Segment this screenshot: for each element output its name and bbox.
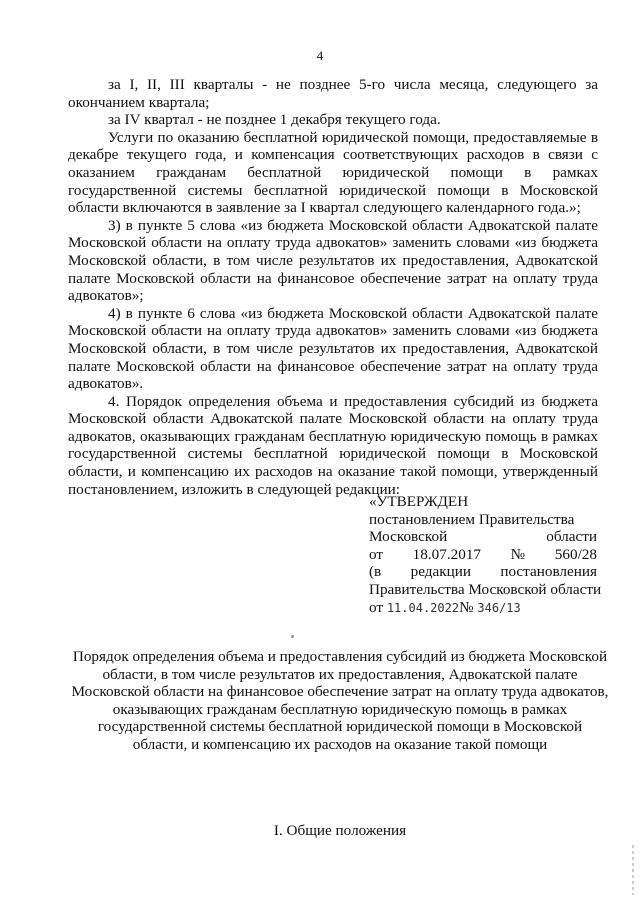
approval-line [369, 563, 597, 581]
approval-word: от [369, 545, 384, 563]
approval-word: Московской [369, 528, 448, 546]
page-number: 4 [316, 48, 324, 63]
approval-line [369, 528, 597, 546]
amendment-date: 11.04.2022 [386, 600, 460, 615]
approval-word: области [546, 528, 597, 546]
approval-date: 18.07.2017 [412, 545, 482, 563]
amendment-number: 346/13 [477, 600, 521, 615]
approval-date-line [369, 546, 597, 564]
approval-word: от [369, 598, 384, 616]
paragraph: 4. Порядок определения объема и предоставления субсидий из бюджета Московской области Адвокатской палате Московской области на оплату труда адвокатов, оказывающих гражданам бесплатную юридическую помощь в рамках государственной системы бесплатной юридической помощи в Московской области, и компенсацию их расходов на оказание такой помощи, утвержденный постановлением, изложить в следующей редакции: [68, 392, 598, 498]
document-title: Порядок определения объема и предоставления субсидий из бюджета Московской области, в том числе результатов их предоставления, Адвокатской палате Московской области на финансовое обеспечение затрат на оплату труда адвокатов, оказывающих гражданам бесплатную юридическую помощь в рамках государственной системы бесплатной юридической помощи в Московской области, и компенсацию их расходов на оказание такой помощи [71, 648, 609, 753]
approval-word: № [459, 598, 474, 616]
approval-word: № [510, 545, 526, 563]
approval-stamp [369, 493, 602, 617]
paragraph: за IV квартал - не позднее 1 декабря текущего года. [108, 111, 441, 129]
section-heading: I. Общие положения [273, 822, 407, 839]
approval-number: 560/28 [554, 545, 597, 563]
scan-edge-mark [632, 845, 634, 895]
paragraph: Услуги по оказанию бесплатной юридической помощи, предоставляемые в декабре текущего года, и компенсация соответствующих расходов в связи с оказанием гражданам бесплатной юридической помощи в рамках государственной системы бесплатной юридической помощи в Московской области включаются в заявление за I квартал следующего календарного года.»; [68, 128, 598, 217]
approval-heading: «УТВЕРЖДЕН [369, 493, 469, 510]
approval-word: (в [369, 563, 382, 581]
approval-line: постановлением Правительства [369, 510, 575, 528]
paragraph: за I, II, III кварталы - не позднее 5-го числа месяца, следующего за окончанием квартала; [68, 76, 598, 111]
approval-amendment-line [369, 599, 597, 618]
approval-word: постановления [500, 563, 597, 581]
paragraph: 3) в пункте 5 слова «из бюджета Московской области Адвокатской палате Московской области на оплату труда адвокатов» заменить словами «из бюджета Московской области, в том числе результатов их предоставления, Адвокатской палате Московской области на финансовое обеспечение затрат на оплату труда адвокатов»; [68, 216, 598, 305]
paragraph: 4) в пункте 6 слова «из бюджета Московской области Адвокатской палате Московской области на оплату труда адвокатов» заменить словами «из бюджета Московской области, в том числе результатов их предоставления, Адвокатской палате Московской области на финансовое обеспечение затрат на оплату труда адвокатов». [68, 304, 598, 393]
approval-word: редакции [410, 563, 471, 581]
approval-line: Правительства Московской области [369, 580, 602, 598]
body-text [68, 76, 598, 498]
scan-dot [291, 635, 294, 638]
